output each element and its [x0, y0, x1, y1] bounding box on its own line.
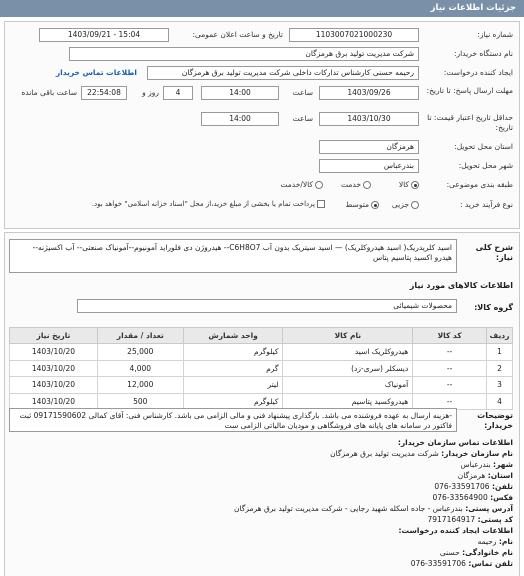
- col-unit: واحد شمارش: [183, 328, 283, 344]
- buyer-field: شرکت مدیریت تولید برق هرمزگان: [69, 47, 419, 61]
- table-row: 3 -- آمونیاک لیتر 12,000 1403/10/20: [10, 377, 513, 394]
- contact-city: بندرعباس: [460, 460, 491, 469]
- creator-family: حسنی: [439, 548, 460, 557]
- category-option-goods[interactable]: کالا: [379, 176, 419, 194]
- validity-date-field: 1403/10/30: [319, 112, 419, 126]
- goods-table-header: [10, 328, 513, 344]
- reply-time-field: 14:00: [201, 86, 279, 100]
- announce-field: 1403/09/21 - 15:04: [39, 28, 169, 42]
- goods-section-title: اطلاعات کالاهای مورد نیاز: [409, 281, 513, 290]
- reply-date-field: 1403/09/26: [319, 86, 419, 100]
- creator-field: رحیمه حسنی کارشناس تدارکات داخلی شرکت مدیریت تولید برق هرمزگان: [147, 66, 419, 80]
- province-label: استان محل تحویل:: [454, 142, 513, 151]
- radio-icon: [411, 201, 419, 209]
- goods-group-label: گروه کالا:: [474, 303, 513, 312]
- days-label: روز و: [142, 88, 159, 97]
- process-option-medium[interactable]: متوسط: [333, 196, 379, 214]
- creator-label: ایجاد کننده درخواست:: [443, 68, 513, 77]
- page-title: جزئیات اطلاعات نیاز: [430, 3, 516, 13]
- creator-phone: 33591706-076: [410, 559, 466, 568]
- contact-fax: 33564900-076: [432, 493, 488, 502]
- city-label: شهر محل تحویل:: [458, 161, 513, 170]
- category-option-service[interactable]: خدمت: [331, 176, 371, 194]
- contact-address: بندرعباس - جاده اسکله شهید رجایی - شرکت مدیریت تولید برق هرمزگان: [233, 504, 463, 513]
- contact-org: شرکت مدیریت تولید برق هرمزگان: [330, 449, 439, 458]
- city-field: بندرعباس: [319, 159, 419, 173]
- radio-icon: [315, 181, 323, 189]
- col-row: ردیف: [487, 328, 513, 344]
- payment-option[interactable]: پرداخت تمام یا بخشی از مبلغ خرید،از محل "اسناد خزانه اسلامی" خواهد بود.: [25, 200, 325, 209]
- col-code: کد کالا: [413, 328, 487, 344]
- notes-field: -هزینه ارسال به عهده فروشنده می باشد. بارگذاری پیشنهاد فنی و مالی الزامی می باشد. کارشناس فنی: آقای کمالی 09171590602 ثبت فاکتور در سامانه های پایانه های فروشگاهی و مودیان مالیاتی الزامی ست: [9, 408, 457, 432]
- remaining-time-field: 22:54:08: [81, 86, 127, 100]
- process-row: [3, 196, 519, 224]
- page-header: [0, 0, 524, 17]
- need-number-row: [3, 26, 519, 44]
- need-number-field: 1103007021000230: [289, 28, 419, 42]
- creator-row: [3, 64, 519, 82]
- contact-title: اطلاعات تماس سازمان خریدار:: [397, 438, 513, 447]
- table-row: 4 -- هیدروکسید پتاسیم کیلوگرم 500 1403/10/20: [10, 393, 513, 410]
- description-label: شرح کلی نیاز:: [475, 243, 513, 262]
- notes-label: توضیحات خریدار:: [477, 411, 513, 430]
- validity-label: حداقل تاریخ اعتبار قیمت: تا تاریخ:: [427, 113, 513, 132]
- buyer-contact-link[interactable]: اطلاعات تماس خریدار: [55, 68, 137, 77]
- description-field: اسید کلریدریک( اسید هیدروکلریک) — اسید سیتریک بدون آب C6H8O7-- هیدروژن دی فلوراید آمونیوم--آمونیاک صنعتی-- آب اکسیژنه-- هیدرو اکسید پتاسیم پتاس: [9, 239, 457, 273]
- province-field: هرمزگان: [319, 140, 419, 154]
- buyer-row: [3, 45, 519, 63]
- reply-time-label: ساعت: [292, 88, 313, 97]
- contact-phone: 33591706-076: [434, 482, 490, 491]
- process-label: نوع فرآیند خرید :: [459, 200, 513, 209]
- goods-group-field: محصولات شیمیائی: [77, 299, 457, 313]
- goods-table: [9, 327, 513, 410]
- validity-time-label: ساعت: [292, 114, 313, 123]
- table-row: 1 -- هیدروکلریک اسید کیلوگرم 25,000 1403/10/20: [10, 344, 513, 361]
- category-row: [3, 176, 519, 194]
- col-qty: تعداد / مقدار: [97, 328, 183, 344]
- creator-name: رحیمه: [477, 537, 497, 546]
- buyer-contact-section: اطلاعات تماس سازمان خریدار: نام سازمان خریدار: شرکت مدیریت تولید برق هرمزگان شهر: بندرعباس استان: هرمزگان تلفن: 33591706-076 فکس: 33564900-076 آدرس پستی: بندرعباس - جاده اسکله شهید رجایی - شرکت مدیریت تولید برق هرمزگان کد پستی: 7917164917 اطلاعات ایجاد کننده درخواست: نام: رحیمه نام خانوادگی: حسنی تلفن تماس: 33591706-076: [233, 438, 513, 568]
- need-info-panel: [4, 21, 520, 229]
- reply-deadline-row: [3, 84, 519, 108]
- remaining-label: ساعت باقی مانده: [21, 88, 77, 97]
- radio-selected-icon: [371, 201, 379, 209]
- radio-icon: [363, 181, 371, 189]
- table-row: 2 -- دیسکلر (سری-زد) گرم 4,000 1403/10/20: [10, 360, 513, 377]
- contact-postal: 7917164917: [427, 515, 476, 524]
- col-name: نام کالا: [283, 328, 413, 344]
- days-field: 4: [163, 86, 193, 100]
- province-row: [3, 138, 519, 156]
- checkbox-icon: [317, 200, 325, 208]
- col-date: تاریخ نیاز: [10, 328, 98, 344]
- announce-label: تاریخ و ساعت اعلان عمومی:: [192, 30, 283, 39]
- creator-info-title: اطلاعات ایجاد کننده درخواست:: [398, 526, 513, 535]
- reply-deadline-label: مهلت ارسال پاسخ: تا تاریخ:: [426, 86, 513, 95]
- category-option-both[interactable]: کالا/خدمت: [263, 176, 323, 194]
- need-number-label: شماره نیاز:: [477, 30, 513, 39]
- buyer-label: نام دستگاه خریدار:: [453, 49, 513, 58]
- category-label: طبقه بندی موضوعی:: [446, 180, 513, 189]
- validity-time-field: 14:00: [201, 112, 279, 126]
- contact-province: هرمزگان: [457, 471, 486, 480]
- process-option-minor[interactable]: جزیی: [383, 196, 419, 214]
- validity-row: [3, 110, 519, 136]
- city-row: [3, 157, 519, 175]
- goods-panel: [4, 232, 520, 576]
- radio-selected-icon: [411, 181, 419, 189]
